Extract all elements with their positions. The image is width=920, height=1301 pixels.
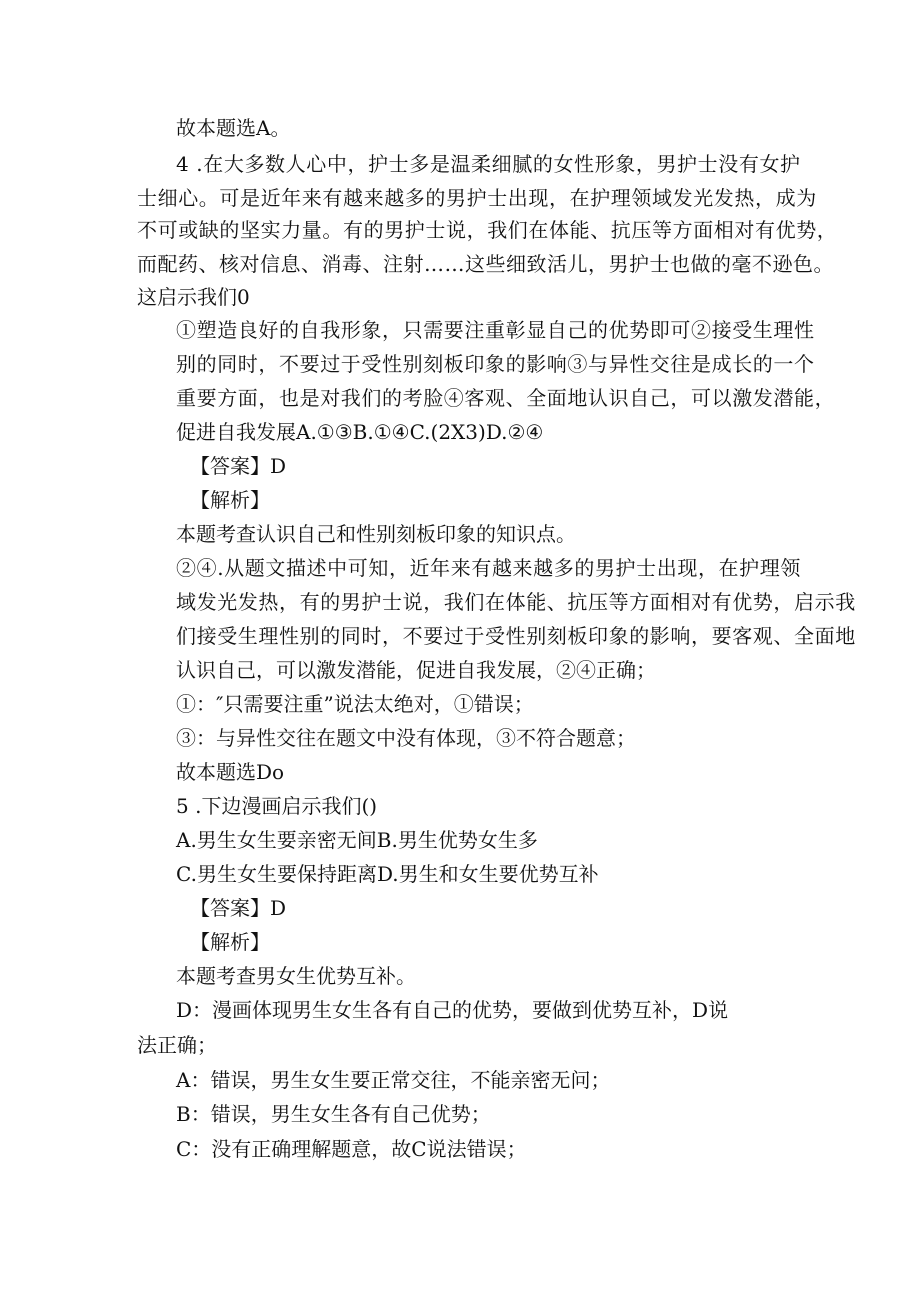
analysis-text-q5-line-3: 法正确； [137, 1033, 217, 1057]
answer-label-q5: 【答案】D [190, 896, 287, 920]
analysis-text-q5-line-1: 本题考查男女生优势互补。 [176, 964, 416, 988]
question-4-options-line-4: 促进自我发展A.①③B.①④C.(2X3)D.②④ [176, 420, 544, 444]
question-5-options-line-1: A.男生女生要亲密无间B.男生优势女生多 [176, 828, 538, 852]
question-4-options-line-3: 重要方面，也是对我们的考脸④客观、全面地认识自己，可以激发潜能， [176, 386, 836, 410]
analysis-text-q4-line-6: ①：″只需要注重”说法太绝对，①错误； [176, 692, 534, 716]
analysis-text-q5-line-5: B：错误，男生女生各有自己优势； [176, 1102, 491, 1126]
question-4-stem-line-4: 而配药、核对信息、消毒、注射……这些细致活儿，男护士也做的毫不逊色。 [137, 252, 834, 276]
answer-label-q4: 【答案】D [190, 454, 287, 478]
analysis-label-q5: 【解析】 [190, 930, 270, 954]
analysis-text-q4-line-5: 认识自己，可以激发潜能，促进自我发展，②④正确； [176, 658, 656, 682]
analysis-text-q5-line-2: D：漫画体现男生女生各有自己的优势，要做到优势互补，D说 [176, 998, 729, 1022]
analysis-text-q4-line-4: 们接受生理性别的同时，不要过于受性别刻板印象的影响，要客观、全面地 [176, 624, 856, 648]
analysis-text-q5-line-4: A：错误，男生女生要正常交往，不能亲密无问； [176, 1068, 611, 1092]
question-5-stem: 5 .下边漫画启示我们() [176, 794, 378, 818]
question-4-stem-line-5: 这启示我们0 [137, 285, 250, 309]
analysis-text-q4-line-3: 域发光发热，有的男护士说，我们在体能、抗压等方面相对有优势，启示我 [176, 590, 856, 614]
analysis-label-q4: 【解析】 [190, 488, 270, 512]
question-4-stem-line-3: 不可或缺的坚实力量。有的男护士说，我们在体能、抗压等方面相对有优势， [137, 218, 838, 242]
question-4-stem-line-2: 士细心。可是近年来有越来越多的男护士出现，在护理领域发光发热，成为 [137, 186, 817, 210]
question-4-options-line-1: ①塑造良好的自我形象，只需要注重彰显自己的优势即可②接受生理性 [176, 318, 815, 342]
analysis-text-q4-line-2: ②④.从题文描述中可知，近年来有越来越多的男护士出现，在护理领 [176, 556, 801, 580]
question-4-stem: 4 .在大多数人心中，护士多是温柔细腻的女性形象，男护士没有女护 [176, 152, 801, 176]
question-5-options-line-2: C.男生女生要保持距离D.男生和女生要优势互补 [176, 862, 599, 886]
question-4-options-line-2: 别的同时，不要过于受性别刻板印象的影响③与异性交往是成长的一个 [176, 352, 815, 376]
conclusion-line-q3: 故本题选A。 [176, 116, 291, 140]
conclusion-line-q4: 故本题选Do [176, 760, 285, 784]
analysis-text-q4-line-7: ③：与异性交往在题文中没有体现，③不符合题意； [176, 726, 636, 750]
analysis-text-q5-line-6: C：没有正确理解题意，故C说法错误； [176, 1137, 527, 1161]
analysis-text-q4-line-1: 本题考查认识自己和性别刻板印象的知识点。 [176, 522, 576, 546]
